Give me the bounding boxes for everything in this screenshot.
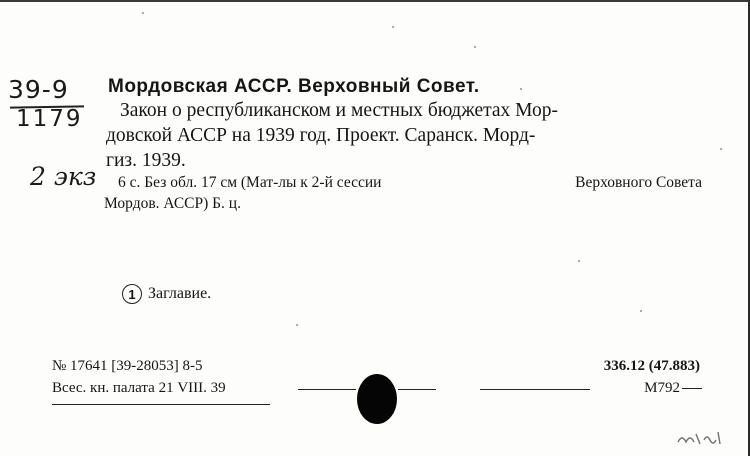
speck: [640, 310, 642, 312]
shelfmark-bottom: 1179: [16, 106, 83, 132]
footer-rule: [398, 389, 436, 390]
chamber-line: Всес. кн. палата 21 VIII. 39: [52, 380, 226, 396]
cutter-number: М792: [644, 380, 680, 396]
title-line: [106, 98, 706, 123]
speck: [474, 46, 476, 48]
footer-rule: [298, 389, 356, 390]
title-segment: гиз. 1939.: [106, 150, 186, 171]
title-line: [106, 148, 706, 173]
description-line: [104, 193, 702, 214]
title-segment: Закон о республиканском и местных: [120, 100, 423, 121]
footer-underline: [52, 404, 270, 405]
card-heading: Мордовская АССР. Верховный Совет.: [108, 76, 480, 97]
title-block: [106, 98, 706, 173]
title-segment: бюджетах Мор-: [427, 100, 558, 121]
footer-rule: [480, 389, 590, 390]
speck: [392, 26, 394, 28]
title-line: [106, 123, 706, 148]
physical-description: [104, 172, 702, 214]
shelfmark-top: 39-9: [8, 75, 69, 104]
speck: [142, 12, 144, 14]
description-line: [104, 172, 702, 193]
title-segment: довской АССР на 1939 год. Проект.: [106, 125, 400, 146]
description-segment: 6 с. Без обл. 17 см (Мат-лы к 2-й сессии: [118, 174, 382, 191]
record-number-line: № 17641 [39-28053] 8-5: [52, 358, 203, 374]
tracing-entry: [122, 284, 211, 304]
speck: [520, 88, 522, 90]
cutter-number-line: [644, 380, 702, 397]
speck: [296, 324, 298, 326]
description-segment: Верховного Совета: [575, 174, 702, 191]
tracing-text: Заглавие.: [148, 285, 212, 302]
classification-number: 336.12 (47.883): [603, 358, 700, 374]
speck: [578, 260, 580, 262]
cutter-dash: [682, 388, 702, 389]
speck: [720, 148, 722, 150]
title-segment: Саранск. Морд-: [404, 125, 536, 146]
description-segment: Мордов. АССР) Б. ц.: [104, 195, 241, 212]
stamp-mark: [676, 428, 726, 448]
punch-hole: [357, 374, 397, 424]
tracing-number: 1: [122, 284, 142, 304]
handwritten-copies-note: 2 экз: [30, 162, 97, 191]
